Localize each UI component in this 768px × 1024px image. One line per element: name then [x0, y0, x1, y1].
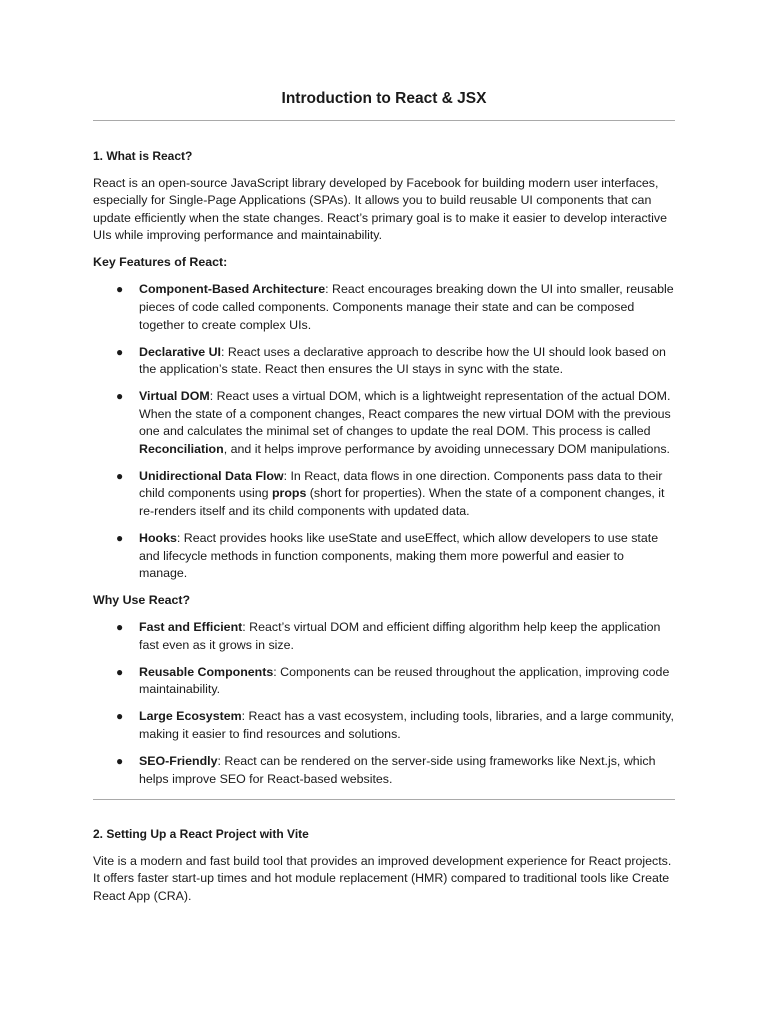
list-item [93, 708, 675, 743]
section-1-heading: 1. What is React? [93, 149, 193, 163]
feature-term: Hooks [139, 531, 177, 546]
key-features-heading: Key Features of React: [93, 255, 228, 270]
why-use-react-list [93, 619, 675, 788]
feature-term: Virtual DOM [139, 389, 210, 404]
bullet-icon: ● [116, 709, 124, 724]
reason-text: : React’s virtual DOM and efficient diffing algorithm help keep the application fast even as it grows in size. [139, 620, 661, 652]
section-1-intro: React is an open-source JavaScript library developed by Facebook for building modern user interfaces, especially for Single-Page Applications (SPAs). It allows you to build reusable UI components that can update efficiently when the state changes. React’s primary goal is to make it easier to develop interactive UIs while improving performance and maintainability. [93, 175, 667, 243]
feature-text: (short for properties). When the state of a component changes, it re-renders itself and its child components with updated data. [139, 486, 665, 519]
feature-text: : React uses a declarative approach to describe how the UI should look based on the application’s state. React then ensures the UI stays in sync with the state. [139, 344, 666, 377]
feature-term: Declarative UI [139, 344, 221, 359]
feature-text: : React provides hooks like useState and useEffect, which allow developers to use state and lifecycle methods in function components, making them more powerful and easier to manage. [139, 531, 659, 581]
list-item [93, 468, 675, 521]
list-item [93, 344, 675, 379]
feature-inline-bold: props [271, 486, 307, 501]
bullet-icon: ● [116, 620, 124, 635]
feature-text: : React encourages breaking down the UI into smaller, reusable pieces of code called components. Components manage their state and can be composed together to create complex UIs. [139, 282, 674, 332]
section-divider [93, 799, 675, 800]
reason-text: : React has a vast ecosystem, including tools, libraries, and a large community, making it easier to find resources and solutions. [139, 709, 674, 741]
bullet-icon: ● [116, 664, 124, 679]
list-item [93, 664, 675, 699]
feature-text: : React uses a virtual DOM, which is a lightweight representation of the actual DOM. When the state of a component changes, React compares the new virtual DOM with the previous one and calculates the minimal set of changes to update the real DOM. This process is called [139, 389, 671, 439]
reason-text: : Components can be reused throughout the application, improving code maintainability. [139, 664, 670, 697]
title-divider [93, 120, 675, 121]
why-use-react-heading: Why Use React? [93, 593, 191, 608]
feature-text: , and it helps improve performance by avoiding unnecessary DOM manipulations. [223, 441, 670, 456]
feature-inline-bold: Reconciliation [139, 441, 224, 456]
feature-text: : In React, data flows in one direction. Components pass data to their child components using [139, 468, 663, 501]
feature-term: Unidirectional Data Flow [139, 468, 284, 483]
section-2-heading: 2. Setting Up a React Project with Vite [93, 827, 309, 842]
list-item [93, 753, 675, 788]
key-features-list [93, 281, 675, 582]
reason-term: Fast and Efficient [139, 620, 243, 635]
list-item [93, 281, 675, 334]
list-item [93, 619, 675, 654]
bullet-icon: ● [116, 282, 124, 297]
list-item [93, 530, 675, 583]
feature-term: Component-Based Architecture [139, 282, 326, 297]
bullet-icon: ● [116, 344, 124, 359]
list-item [93, 388, 675, 458]
reason-term: Large Ecosystem [139, 709, 242, 724]
reason-term: Reusable Components [139, 664, 274, 679]
bullet-icon: ● [116, 389, 124, 404]
reason-text: : React can be rendered on the server-side using frameworks like Next.js, which helps improve SEO for React-based websites. [139, 753, 656, 786]
reason-term: SEO-Friendly [139, 753, 218, 768]
bullet-icon: ● [116, 753, 124, 768]
section-2-intro: Vite is a modern and fast build tool that provides an improved development experience for React projects. It offers faster start-up times and hot module replacement (HMR) compared to traditional tools like Create React App (CRA). [93, 853, 672, 903]
bullet-icon: ● [116, 531, 124, 546]
bullet-icon: ● [116, 468, 124, 483]
document-title: Introduction to React & JSX [281, 90, 487, 107]
